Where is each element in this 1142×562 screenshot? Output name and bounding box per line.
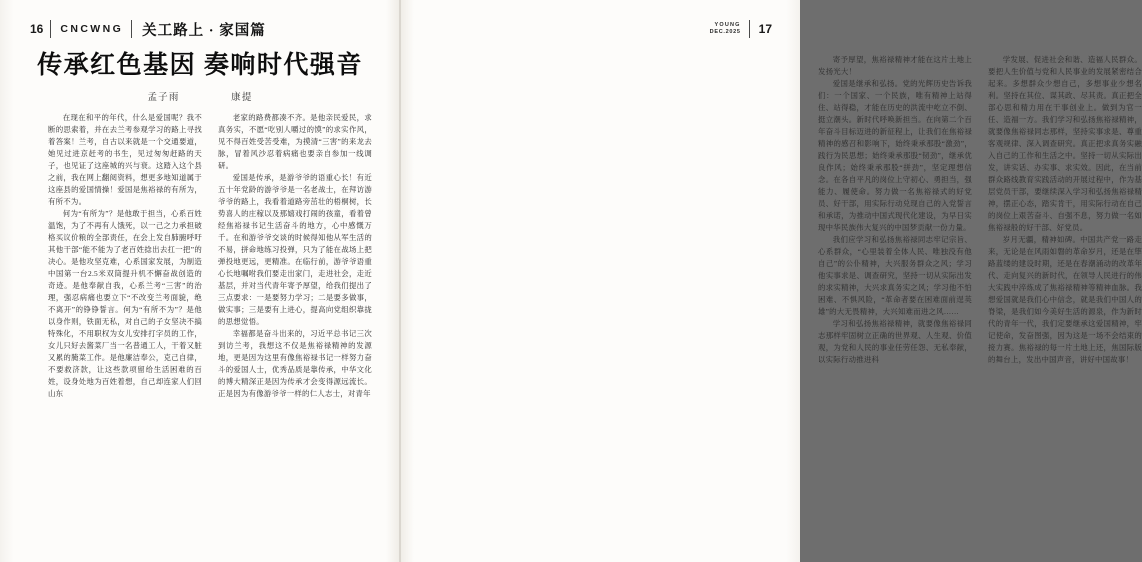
left-page-header [30,18,266,40]
masthead-title: YOUNG [714,21,741,28]
paragraph: 学习和弘扬焦裕禄精神，就要像焦裕禄同志那样牢固树立正确的世界观、人生观、价值观，为党和人民的事业任劳任怨、无私奉献，以实际行动推进科 [818,318,972,364]
left-page-folio: 16 [30,22,44,36]
paragraph: 爱国是传承，是游爷爷的语重心长！有近五十年党龄的游爷爷是一名老战士，在拜访游爷爷的路上，我看着道路旁茁壮的梧桐树，长势喜人的庄稼以及那嬉戏打闹的孩童，看着曾经焦裕禄书记生活奋斗的地方，心中感慨万千。在和游爷爷交谈的时候得知他从军生活的不易，拼命地练习投弹，只为了能在战场上把弹投地更远，更精准。在临行前，游爷爷语重心长地嘱咐我们要走出家门，走进社会，走近基层，并对当代青年寄予厚望，给我们提出了三点要求：一是要努力学习；二是要多做事，做实事；三是要有上进心，提高向党组织靠拢的思想觉悟。 [218,172,372,326]
paragraph: 岁月无疆，精神如碑。中国共产党一路走来，无论是在风雨如磐的革命岁月，还是在筚路蓝缕的建设时期，还是在春潮涌动的改革年代、走向复兴的新时代，在领导人民进行的伟大实践中淬炼成了焦裕禄精神等精神血脉。我想爱国就是我们心中信念，就是我们中国人的脊梁，是我们如今美好生活的源泉，作为新时代的青年一代，我们定要继承这爱国精神，牢记使命，发奋图强，因为这是一场不会结束的接力赛。焦裕禄的每一片土地上还，焦国际版的舞台上，发出中国声音，讲好中国故事！ [988,234,1142,364]
section-title: 关工路上 · 家国篇 [142,22,266,39]
article-title-block [22,52,378,103]
paragraph: 爱国是继承和弘扬。党的光辉历史告诉我们：一个国家、一个民族，唯有精神上站得住、站得稳，才能在历史的洪流中屹立不倒、挺立潮头。新时代呼唤新担当。在向第二个百年奋斗目标迈进的新征程上，让我们在焦裕禄精神的感召和影响下，始终秉承那股“激劲”，践行为民思想；始终秉承那股“韧劲”，继承优良作风；始终秉承那股“拼劲”，坚定理想信念。在各自平凡的岗位上守初心、勇担当，强能力、履使命。努力做一名焦裕禄式的好党员、好干部，用实际行动兑现自己的入党誓言和承诺，为推动中国式现代化建设，为早日实现中华民族伟大复兴的中国梦贡献一份力量。 [818,78,972,232]
masthead [710,23,749,36]
article-title: 传承红色基因 奏响时代强音 [37,52,363,79]
paragraph: 在现在和平的年代，什么是爱国呢？我不断的思索着，并在去兰考参观学习的路上寻找着答案！兰考，自古以来就是一个交通要道，她见过进京赶考的书生，见过匆匆赶路的天子，也见证了这座城的兴与衰。这踏入这个县之前，我在网上翻阅资料，想更多地知道属于这座县的爱国情操！爱国是焦裕禄的有所为，有所不为。 [48,113,202,206]
paragraph: 学发展、促进社会和谐、造福人民群众。要把人生价值与党和人民事业的发展紧密结合起来。多想群众少想自己，多想事业少想名利。坚持在其位、谋其政、尽其责。真正把全部心思和精力用在干事创业上。做到为官一任、造福一方。我们学习和弘扬焦裕禄精神，就要像焦裕禄同志那样，坚持实事求是、尊重客观规律、深入调查研究。真正把求真务实融入自己的工作和生活之中。坚持一切从实际出发，讲实话、办实事、求实效。因此，在当前群众路线教育实践活动的开展过程中，作为基层党员干部，要继续深入学习和弘扬焦裕禄精神，摆正心态，踏实肯干，用实际行动在自己的岗位上艰苦奋斗、自强不息，努力做一名如焦裕禄般的好干部、好党员。 [988,55,1142,232]
right-page-folio: 17 [758,22,772,36]
paragraph: 寄予厚望，焦裕禄精神才能在这片土地上发扬光大！ [818,55,972,76]
author-2: 康提 [231,92,253,103]
publication-brand: CNCWNG [60,23,124,35]
right-page-header [710,18,772,40]
paragraph: 我们应学习和弘扬焦裕禄同志牢记宗旨、心系群众，“心里装着全体人民、唯独没有他自己”的公仆精神，大兴服务群众之风；学习他实事求是、调查研究，坚持一切从实际出发的求实精神，大兴求真务实之风；学习他不怕困难、不惧风险，“革命者要在困难面前逞英雄”的大无畏精神，大兴知难而进之风…… [818,234,972,316]
paragraph: 老家的路费都凑不齐。是他亲民爱民，求真务实，不愿“吃别人嚼过的馍”的求实作风，见不得百姓受苦受难，为摸清“三害”的来龙去脉，冒着风沙忍着病痛也要亲自参加一线调研。 [218,113,372,170]
body-column-3 [818,54,972,548]
byline [22,89,378,103]
paragraph: 何为“有所为”？是他敢于担当，心系百姓温饱，为了不再有人饿死，以一己之力承担破格买议价粮的全部责任，在会上发自肺腑呼吁其他干部“能不能为了老百姓捻出去扛一把”的决心。是他攻坚克难，心系国家发展，为制造中国第一台2.5米双筒提升机不懈奋战创造的奇迹。是他奉献自我，心系兰考“三害”的治理，强忍病痛也要立下“不改变兰考面貌，绝不离开”的铮铮誓言。何为“有所不为”？是他以身作则，铁面无私，对自己的子女坚决不搞特殊化，不用职权为女儿安排打字员的工作，女儿只好去酱菜厂当一名普通工人，干着又脏又累的腌菜工作。是他廉洁奉公，克己自律，不要救济款，让这些款项留给生活困难的百姓，设身处地为百姓着想，自己却连家人们回山东 [48,208,202,398]
page-gutter [399,0,401,562]
body-column-1 [48,112,202,548]
body-column-2 [218,112,372,548]
masthead-issue-date: DEC.2025 [709,28,741,35]
right-page [400,0,1142,562]
body-column-4 [988,54,1142,548]
paragraph: 幸福都是奋斗出来的，习近平总书记三次到访兰考，我想这不仅是焦裕禄精神的发源地，更是因为这里有像焦裕禄书记一样努力奋斗的爱国人士，优秀品质是靠传承，中华文化的博大精深正是因为传承才会变得源远流长。正是因为有像游爷爷一样的仁人志士，对青年 [218,328,372,398]
left-page [0,0,400,562]
author-1: 孟子雨 [147,92,180,103]
